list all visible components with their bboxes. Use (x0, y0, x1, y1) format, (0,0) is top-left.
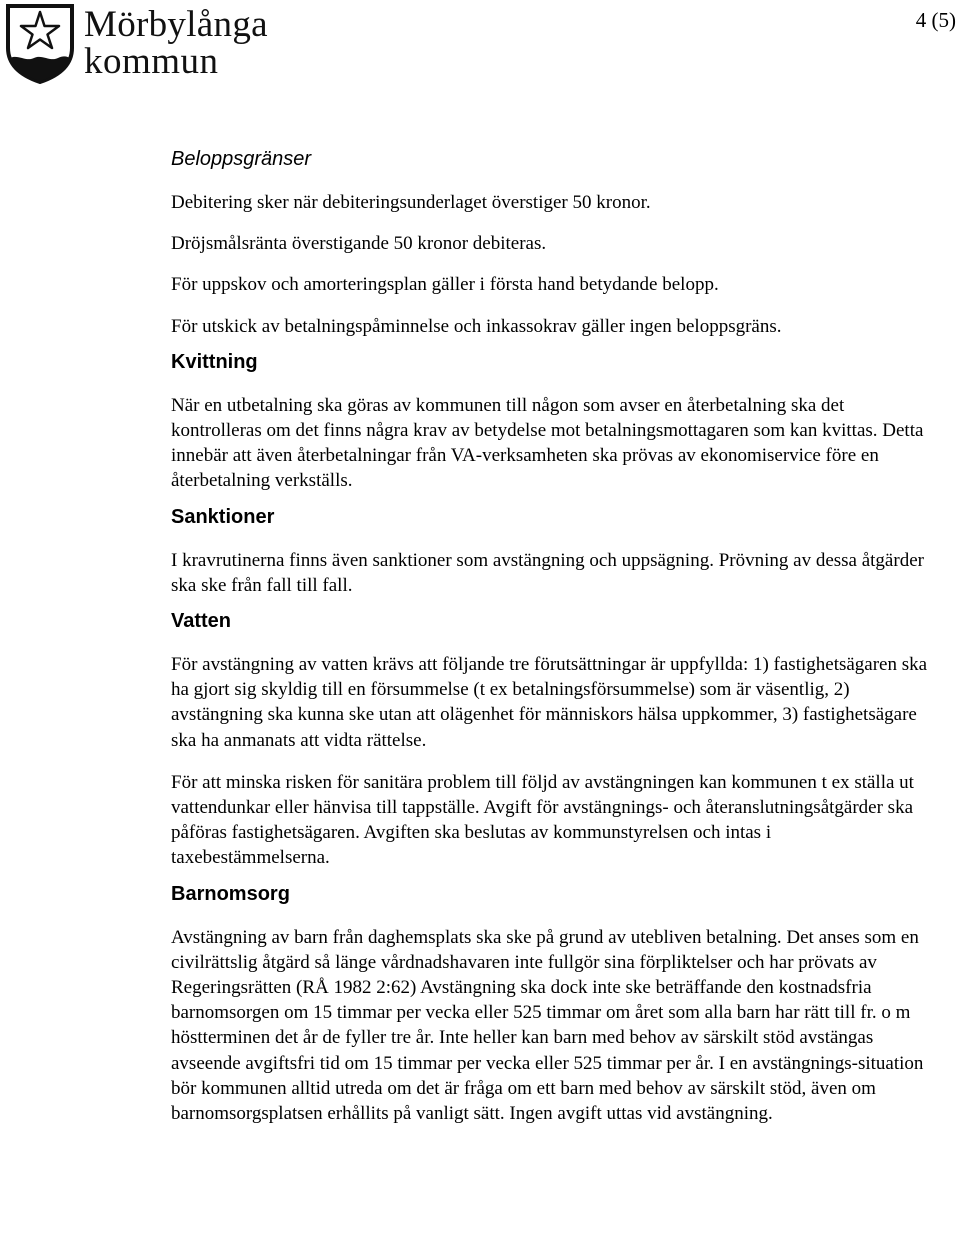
page-number: 4 (5) (915, 8, 956, 32)
paragraph-uppskov: För uppskov och amorteringsplan gäller i första hand betydande belopp. (171, 274, 719, 296)
paragraph-drojsmalsranta: Dröjsmålsränta överstigande 50 kronor debiteras. (171, 233, 547, 255)
paragraph-sanktioner: I kravrutinerna finns även sanktioner som avstängning och uppsägning. Prövning av dessa åtgärder ska ske från fall till fall. (171, 549, 924, 596)
paragraph-kvittning: När en utbetalning ska göras av kommunen till någon som avser en återbetalning ska det kontrolleras om det finns några krav av betydelse mot betalningsmottagaren som kan kvittas. Detta innebär att även återbetalningar från VA-verksamheten ska prövas av ekonomiservice före en återbetalning verkställs. (171, 394, 924, 492)
municipal-shield-icon (4, 2, 76, 84)
heading-barnomsorg: Barnomsorg (171, 882, 290, 905)
heading-vatten: Vatten (171, 610, 232, 633)
logo-name-line2: kommun (84, 41, 219, 82)
paragraph-utskick: För utskick av betalningspåminnelse och inkassokrav gäller ingen beloppsgräns. (171, 315, 782, 337)
heading-beloppsgranser: Beloppsgränser (171, 148, 312, 170)
paragraph-barnomsorg: Avstängning av barn från daghemsplats ska ske på grund av utebliven betalning. Det anses som en civilrättslig åtgärd så länge vårdnadshavaren inte fullgör sina förpliktelser och har prövats av Regeringsrätten (RÅ 1982 2:62) Avstängning ska dock inte ske beträffande den kostnadsfria barnomsorgen om 15 timmar per vecka eller 525 timmar om året som alla barn har rätt till fr. o m höstterminen det år de fyller tre år. Inte heller kan barn med behov av särskilt stöd avstängas avseende avgiftsfri tid om 15 timmar per vecka eller 525 timmar per år. I en avstängnings-situation bör kommunen alltid utreda om det är fråga om ett barn med behov av särskilt stöd, även om barnomsorgsplatsen erhållits på vanligt sätt. Ingen avgift uttas vid avstängning. (171, 926, 924, 1125)
heading-kvittning: Kvittning (171, 350, 258, 373)
document-body (171, 146, 931, 1142)
logo-name-line1: Mörbylånga (84, 4, 268, 45)
paragraph-vatten-1: För avstängning av vatten krävs att följande tre förutsättningar är uppfyllda: 1) fastighetsägaren ska ha gjort sig skyldig till en försummelse (t ex betalningsförsummelse) som är väsentlig, 2) avstängning ska kunna ske utan att olägenhet för människors hälsa uppkommer, 3) fastighetsägare ska ha anmanats att vidta rättelse. (171, 654, 928, 751)
municipality-logo (4, 2, 268, 84)
heading-sanktioner: Sanktioner (171, 505, 275, 528)
paragraph-vatten-2: För att minska risken för sanitära problem till följd av avstängningen kan kommunen t ex ställa ut vattendunkar eller hänvisa till tappställe. Avgift för avstängnings- och återanslutningsåtgärder ska påföras fastighetsägaren. Avgiften ska beslutas av kommunstyrelsen och intas i taxebestämmelserna. (171, 771, 914, 869)
paragraph-debitering: Debitering sker när debiteringsunderlaget överstiger 50 kronor. (171, 192, 651, 213)
